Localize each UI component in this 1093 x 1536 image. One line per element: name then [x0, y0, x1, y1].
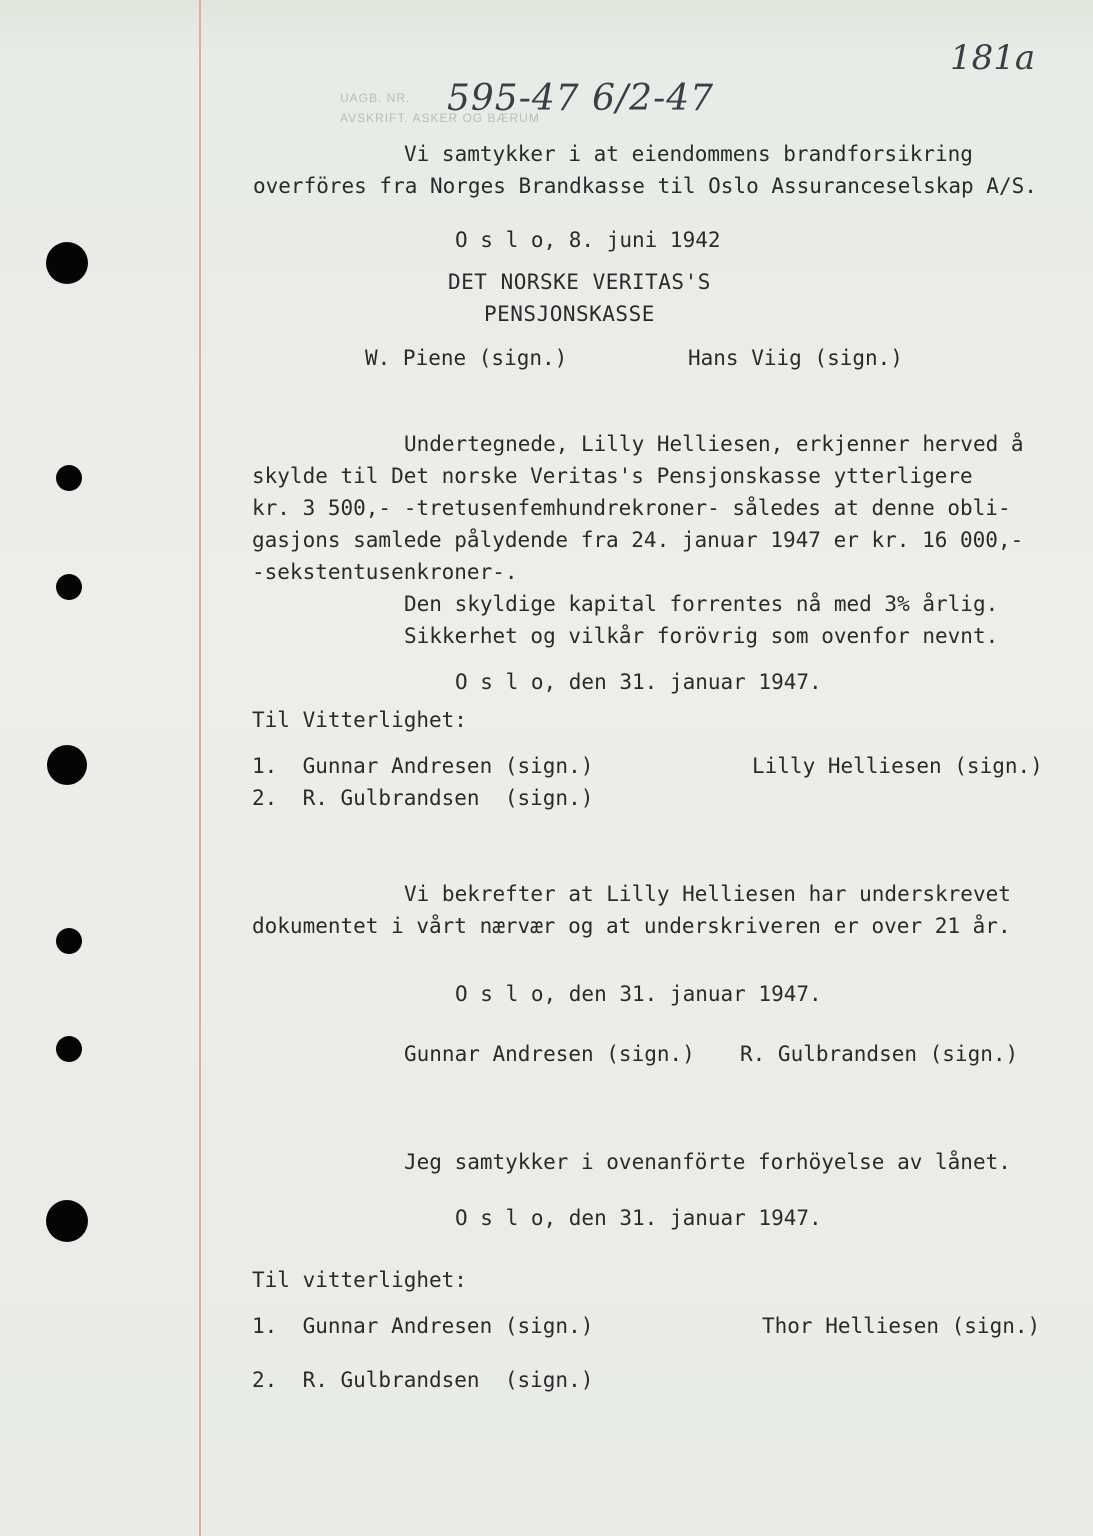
consent-2-place-date: O s l o, den 31. januar 1947.: [455, 1206, 822, 1230]
declaration-line-3: kr. 3 500,- -tretusenfemhundrekroner- således at denne obli-: [252, 496, 1011, 520]
confirmation-place-date: O s l o, den 31. januar 1947.: [455, 982, 822, 1006]
declaration-line-6: Den skyldige kapital forrentes nå med 3% årlig.: [404, 592, 999, 616]
confirmation-line-2: dokumentet i vårt nærvær og at underskriveren er over 21 år.: [252, 914, 1011, 938]
debtor-signature: Lilly Helliesen (sign.): [752, 754, 1043, 778]
binder-hole: [56, 465, 82, 491]
declaration-line-5: -sekstentusenkroner-.: [252, 560, 518, 584]
binder-hole: [46, 242, 88, 284]
declaration-place-date: O s l o, den 31. januar 1947.: [455, 670, 822, 694]
declaration-line-4: gasjons samlede pålydende fra 24. januar 1947 er kr. 16 000,-: [252, 528, 1024, 552]
organization-name-line-2: PENSJONSKASSE: [484, 302, 655, 326]
signer-w-piene: W. Piene (sign.): [365, 346, 568, 370]
witness-heading: Til Vitterlighet:: [252, 708, 467, 732]
declaration-line-1: Undertegnede, Lilly Helliesen, erkjenner herved å: [404, 432, 1024, 456]
consent-2-witness-2: 2. R. Gulbrandsen (sign.): [252, 1368, 594, 1392]
organization-name-line-1: DET NORSKE VERITAS'S: [448, 270, 711, 294]
consent-1-line-2: overföres fra Norges Brandkasse til Oslo Assuranceselskap A/S.: [253, 174, 1037, 198]
stamp-line-1: UAGB. NR.: [340, 91, 411, 105]
consent-1-place-date: O s l o, 8. juni 1942: [455, 228, 721, 252]
binder-hole: [56, 574, 82, 600]
confirmation-signer-left: Gunnar Andresen (sign.): [404, 1042, 695, 1066]
stamp-line-2: AVSKRIFT. ASKER OG BÆRUM: [340, 111, 540, 125]
witness-2: 2. R. Gulbrandsen (sign.): [252, 786, 594, 810]
handwritten-reference: 595-47 6/2-47: [447, 78, 715, 119]
consenter-signature: Thor Helliesen (sign.): [762, 1314, 1041, 1338]
binder-hole: [47, 745, 87, 785]
consent-2-line-1: Jeg samtykker i ovenanförte forhöyelse av lånet.: [404, 1150, 1011, 1174]
consent-2-witness-heading: Til vitterlighet:: [252, 1268, 467, 1292]
binder-hole: [56, 1036, 82, 1062]
confirmation-signer-right: R. Gulbrandsen (sign.): [740, 1042, 1019, 1066]
declaration-line-7: Sikkerhet og vilkår forövrig som ovenfor nevnt.: [404, 624, 999, 648]
margin-rule: [199, 0, 201, 1536]
folio-number: 181a: [950, 38, 1036, 78]
confirmation-line-1: Vi bekrefter at Lilly Helliesen har underskrevet: [404, 882, 1011, 906]
consent-1-line-1: Vi samtykker i at eiendommens brandforsikring: [404, 142, 973, 166]
declaration-line-2: skylde til Det norske Veritas's Pensjonskasse ytterligere: [252, 464, 973, 488]
witness-1: 1. Gunnar Andresen (sign.): [252, 754, 594, 778]
binder-hole: [46, 1200, 88, 1242]
binder-hole: [56, 928, 82, 954]
signer-hans-viig: Hans Viig (sign.): [688, 346, 903, 370]
page-top-edge: [0, 0, 1093, 55]
consent-2-witness-1: 1. Gunnar Andresen (sign.): [252, 1314, 594, 1338]
